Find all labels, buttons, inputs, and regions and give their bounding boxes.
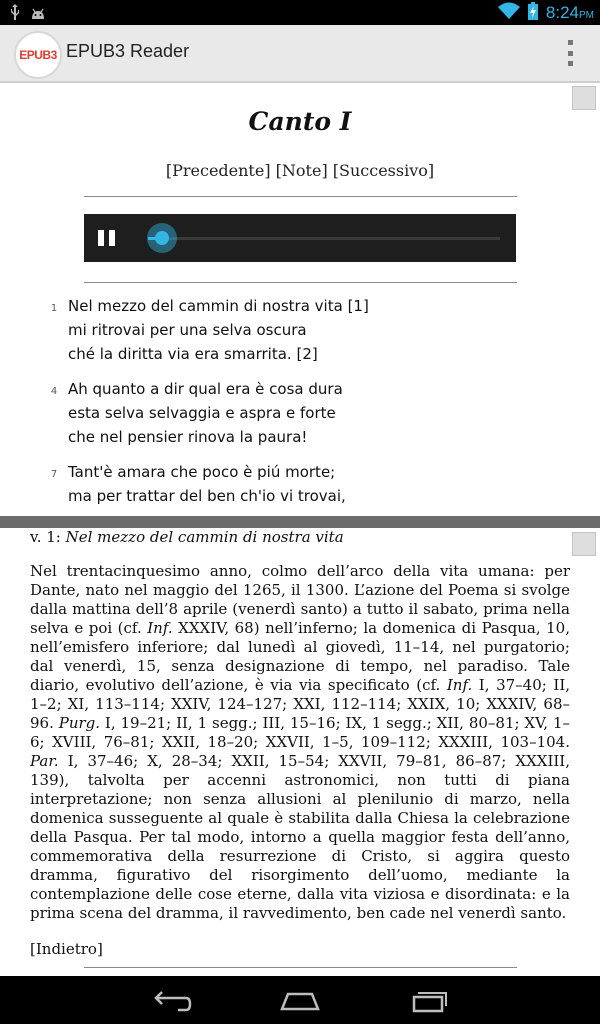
overflow-menu-icon[interactable] xyxy=(566,40,574,66)
prev-link[interactable]: [Precedente] xyxy=(165,161,271,180)
divider-line xyxy=(84,196,517,197)
verse-line: 1 Nel mezzo del cammin di nostra vita [1] xyxy=(40,297,560,321)
note-text: Nel trentacinquesimo anno, colmo dell’arco della vita umana: per Dante, nato nel maggio del 1265, il 1300. L’azione del Poema si svolge dalla mattina dell’8 aprile (venerdì santo) a tutto il sabato, prima nella selva e poi (cf. Inf. XXXIV, 68) nell’inferno; la domenica di Pasqua, 10, nell’emisfero inferiore; dal lunedì al giovedì, 11–14, nel purgatorio; dal venerdì, 15, senza designazione di tempo, nel paradiso. Tale diario, evolutivo dell’azione, è via via specificato (cf. Inf. I, 37–40; II, 1–2; XI, 113–114; XXIV, 124–127; XXI, 112–114; XXIX, 10; XXXIV, 68–96. Purg. I, 19–21; II, 1 segg.; III, 15–16; IX, 1 segg.; XII, 80–81; XV, 1–6; XVIII, 76–81; XXII, 18–20; XXVII, 1–5, 109–112; XXXIII, 103–104. Par. I, 37–46; X, 28–34; XXII, 15–54; XXVII, 79–81, 86–87; XXXIII, 139), talvolta per accenni astronomici, non tutti di piana interpretazione; non senza allusioni al plenilunio di marzo, nella domenica susseguente al quale è stabilita dalla Chiesa la celebrazione della Pasqua. Per tal modo, intorno a quella maggior festa dell’anno, commemorativa della resurrezione di Cristo, si aggira questo dramma, figurativo del risorgimento dell’uomo, mediante la contemplazione delle cose eterne, dalla vita viziosa e disordinata: e la prima scena del dramma, il ravvedimento, ben cade nel venerdì santo. xyxy=(30,562,571,922)
audio-player xyxy=(84,214,516,262)
clock: 8:24PM xyxy=(545,3,594,22)
app-logo[interactable]: EPUB3 xyxy=(14,31,62,79)
note-heading: v. 1: Nel mezzo del cammin di nostra vita xyxy=(30,528,344,546)
back-link[interactable]: [Indietro] xyxy=(30,940,103,958)
wifi-icon xyxy=(498,2,520,24)
seek-thumb[interactable] xyxy=(147,223,177,253)
canto-pane[interactable] xyxy=(0,83,600,516)
stanza-3 xyxy=(40,463,560,511)
app-title: EPUB3 Reader xyxy=(66,41,190,61)
next-link[interactable]: [Successivo] xyxy=(332,161,435,180)
verse-line: mi ritrovai per una selva oscura xyxy=(68,321,307,339)
divider-line xyxy=(84,967,517,968)
line-number: 1 xyxy=(50,303,58,314)
home-icon[interactable] xyxy=(270,984,330,1016)
status-bar xyxy=(0,0,600,25)
note-link-1[interactable]: [1] xyxy=(347,297,369,315)
action-bar xyxy=(0,25,600,83)
stanza-2 xyxy=(40,380,560,452)
canto-nav xyxy=(0,161,600,180)
split-divider[interactable] xyxy=(0,516,600,528)
navigation-bar xyxy=(0,976,600,1024)
verse-line: esta selva selvaggia e aspra e forte xyxy=(68,404,336,422)
back-icon[interactable] xyxy=(142,984,202,1016)
verse-line: che nel pensier rinova la paura! xyxy=(68,428,308,446)
verse-line: 7 Tant'è amara che poco è piú morte; xyxy=(40,463,560,487)
note-link-2[interactable]: [2] xyxy=(296,345,318,363)
recent-apps-icon[interactable] xyxy=(398,984,458,1016)
verse-line: ché la diritta via era smarrita. [2] xyxy=(68,345,318,363)
battery-charging-icon xyxy=(528,2,538,24)
verse-line: ma per trattar del ben ch'io vi trovai, xyxy=(68,487,346,505)
canto-title: Canto I xyxy=(248,107,352,136)
usb-icon xyxy=(10,4,20,24)
seek-bar[interactable] xyxy=(148,237,500,240)
scroll-handle-bottom[interactable] xyxy=(572,532,596,556)
divider-line xyxy=(84,282,517,283)
stanza-1 xyxy=(40,297,560,369)
line-number: 4 xyxy=(50,386,58,397)
pause-button[interactable] xyxy=(98,230,116,246)
notes-link[interactable]: [Note] xyxy=(275,161,328,180)
verse-line: 4 Ah quanto a dir qual era è cosa dura xyxy=(40,380,560,404)
note-pane[interactable] xyxy=(0,528,600,976)
line-number: 7 xyxy=(50,469,58,480)
android-debug-icon xyxy=(30,5,46,24)
